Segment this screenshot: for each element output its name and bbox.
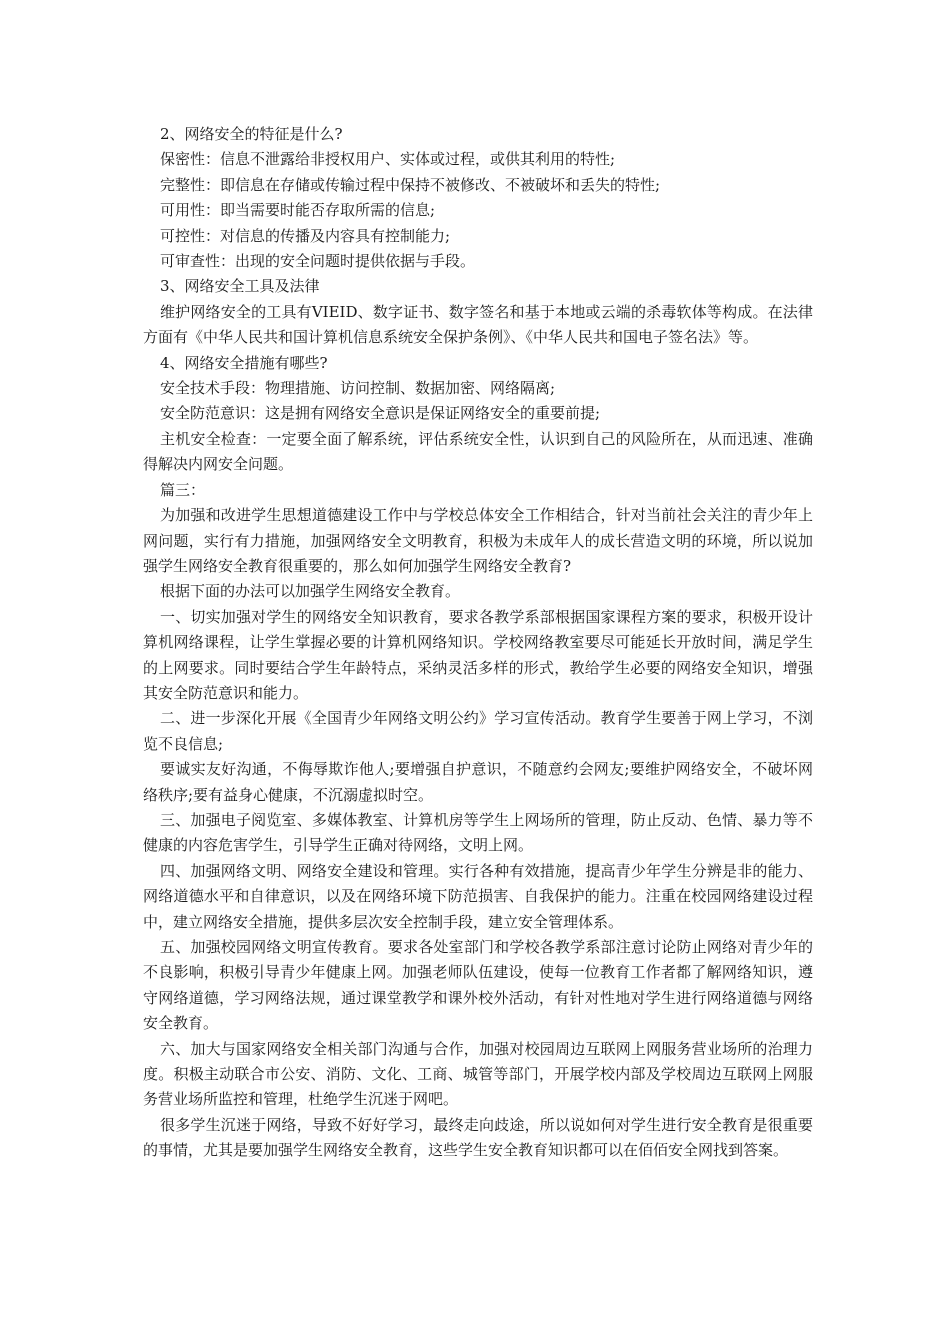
heading-section-3: 3、网络安全工具及法律 [160,277,320,296]
paragraph-item-5: 五、加强校园网络文明宣传教育。要求各处室部门和学校各教学系部注意讨论防止网络对青少年的不良影响，积极引导青少年健康上网。加强老师队伍建设，使每一位教育工作者都了解网络知识，遵守网络道德，学习网络法规，通过课堂教学和课外校外活动，有针对性地对学生进行网络道德与网络安全教育。 [143,938,813,1033]
document-body [143,122,813,1164]
paragraph-security-awareness: 安全防范意识：这是拥有网络安全意识是保证网络安全的重要前提; [160,404,601,423]
paragraph-tools-and-laws: 维护网络安全的工具有VIEID、数字证书、数字签名和基于本地或云端的杀毒软体等构成。在法律方面有《中华人民共和国计算机信息系统安全保护条例》、《中华人民共和国电子签名法》等。 [143,302,813,347]
paragraph-intro: 为加强和改进学生思想道德建设工作中与学校总体安全工作相结合，针对当前社会关注的青少年上网问题，实行有力措施，加强网络安全文明教育，积极为未成年人的成长营造文明的环境，所以说加强学生网络安全教育很重要的，那么如何加强学生网络安全教育? [143,506,813,575]
heading-part-three: 篇三： [160,480,206,499]
paragraph-item-4: 四、加强网络文明、网络安全建设和管理。实行各种有效措施，提高青少年学生分辨是非的能力、网络道德水平和自律意识，以及在网络环境下防范损害、自我保护的能力。注重在校园网络建设过程中，建立网络安全措施，提供多层次安全控制手段，建立安全管理体系。 [143,861,813,931]
heading-section-2: 2、网络安全的特征是什么? [160,125,343,143]
paragraph-confidentiality: 保密性：信息不泄露给非授权用户、实体或过程，或供其利用的特性; [160,150,616,169]
paragraph-item-6: 六、加大与国家网络安全相关部门沟通与合作，加强对校园周边互联网上网服务营业场所的治理力度。积极主动联合市公安、消防、文化、工商、城管等部门，开展学校内部及学校周边互联网上网服务营业场所监控和管理，杜绝学生沉迷于网吧。 [143,1039,813,1109]
paragraph-integrity: 完整性：即信息在存储或传输过程中保持不被修改、不被破坏和丢失的特性; [160,175,661,194]
paragraph-methods-lead: 根据下面的办法可以加强学生网络安全教育。 [160,582,461,601]
paragraph-technical-means: 安全技术手段：物理措施、访问控制、数据加密、网络隔离; [160,379,556,398]
paragraph-conclusion: 很多学生沉迷于网络，导致不好好学习，最终走向歧途，所以说如何对学生进行安全教育是很重要的事情，尤其是要加强学生网络安全教育，这些学生安全教育知识都可以在佰佰安全网找到答案。 [143,1115,813,1160]
paragraph-availability: 可用性：即当需要时能否存取所需的信息; [160,201,436,220]
paragraph-item-2: 二、进一步深化开展《全国青少年网络文明公约》学习宣传活动。教育学生要善于网上学习，不浏览不良信息; [143,709,813,753]
heading-section-4: 4、网络安全措施有哪些? [160,353,328,372]
paragraph-item-3: 三、加强电子阅览室、多媒体教室、计算机房等学生上网场所的管理，防止反动、色情、暴力等不健康的内容危害学生，引导学生正确对待网络，文明上网。 [143,810,813,855]
paragraph-item-2-continued: 要诚实友好沟通，不侮辱欺诈他人;要增强自护意识，不随意约会网友;要维护网络安全，不破坏网络秩序;要有益身心健康，不沉溺虚拟时空。 [143,760,813,804]
paragraph-auditability: 可审查性：出现的安全问题时提供依据与手段。 [160,252,476,271]
paragraph-controllability: 可控性：对信息的传播及内容具有控制能力; [160,226,451,245]
paragraph-host-inspection: 主机安全检查：一定要全面了解系统，评估系统安全性，认识到自己的风险所在，从而迅速、准确得解决内网安全问题。 [143,429,813,474]
paragraph-item-1: 一、切实加强对学生的网络安全知识教育，要求各教学系部根据国家课程方案的要求，积极开设计算机网络课程，让学生掌握必要的计算机网络知识。学校网络教室要尽可能延长开放时间，满足学生的上网要求。同时要结合学生年龄特点，采纳灵活多样的形式，教给学生必要的网络安全知识，增强其安全防范意识和能力。 [143,607,813,702]
